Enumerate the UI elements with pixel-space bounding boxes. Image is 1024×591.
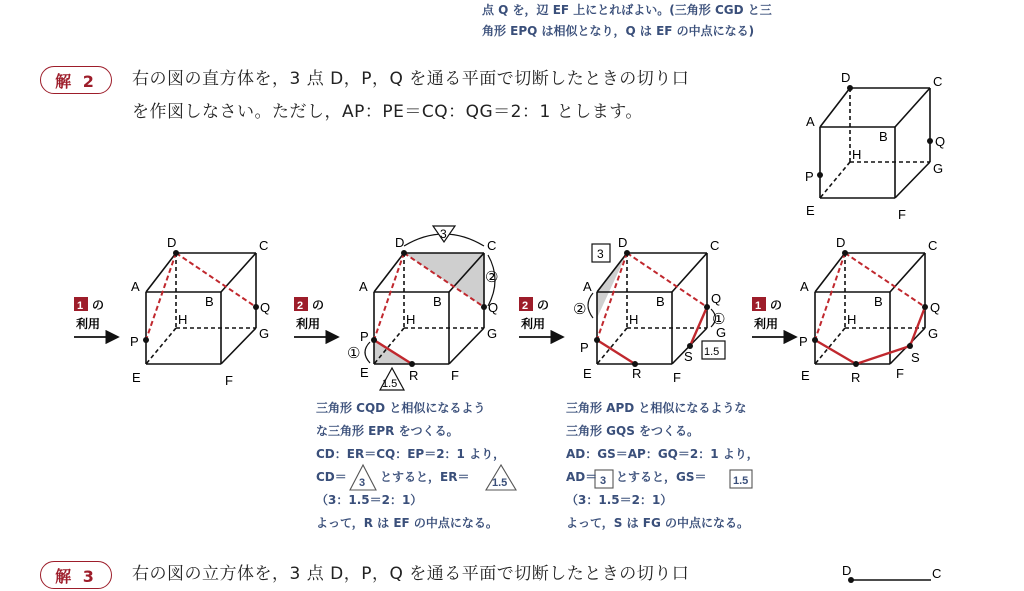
fig3-label-q: Q — [711, 291, 722, 306]
fig2-label-f: F — [451, 368, 459, 383]
fig3-label-c: C — [710, 238, 720, 253]
fig2-label-g: G — [487, 326, 498, 341]
fig1-label-h: H — [178, 312, 188, 327]
figure-4 — [799, 235, 940, 385]
p3-label-d: D — [842, 563, 852, 578]
label-b: B — [879, 129, 888, 144]
step-no-3: の — [537, 298, 550, 312]
fig3-mark-15: 1.5 — [704, 346, 720, 358]
fig2-label-e: E — [360, 365, 369, 380]
step-no-1: の — [92, 298, 105, 312]
step-arrow-1 — [74, 297, 118, 337]
top-note-line1: 点 Q を，辺 EF 上にとればよい。(三角形 CGD と三 — [482, 3, 772, 17]
fig1-label-d: D — [167, 235, 177, 250]
label-e: E — [806, 203, 815, 218]
fig2-mark-1: ① — [347, 345, 361, 362]
problem2-badge: 解 2 — [40, 66, 112, 94]
step-use-2: 利用 — [296, 317, 321, 331]
annotation-right — [566, 397, 759, 535]
fig2-mark-2: ② — [485, 269, 499, 286]
annot-right-line2: 三角形 GQS をつくる。 — [566, 424, 700, 438]
fig1-label-p: P — [130, 334, 139, 349]
annot-left-line5: （3：1.5＝2：1） — [316, 493, 423, 507]
fig4-label-g: G — [928, 326, 939, 341]
annot-right-line6: よって，S は FG の中点になる。 — [566, 516, 749, 530]
step-num-3: 2 — [522, 300, 529, 312]
step-arrow-2 — [294, 297, 338, 337]
annot-right-val1: 3 — [600, 475, 607, 487]
annot-left-line3: CD：ER＝CQ：EP＝2：1 より， — [316, 447, 506, 461]
annot-right-line1: 三角形 APD と相似になるような — [566, 401, 747, 415]
problem3-line1: 右の図の立方体を，3 点 D，P，Q を通る平面で切断したときの切り口 — [132, 564, 690, 584]
fig3-label-f: F — [673, 370, 681, 385]
fig2-label-p: P — [360, 329, 369, 344]
fig3-mark-2: ② — [573, 301, 587, 318]
fig4-label-s: S — [911, 350, 920, 365]
step-use-4: 利用 — [754, 317, 779, 331]
fig3-mark-3: 3 — [597, 247, 604, 261]
fig2-label-h: H — [406, 312, 416, 327]
point-d — [847, 85, 853, 91]
step-num-1: 1 — [77, 300, 84, 312]
figure-3 — [573, 235, 726, 385]
label-q: Q — [935, 134, 946, 149]
annot-left-line6: よって，R は EF の中点になる。 — [316, 516, 498, 530]
step-use-3: 利用 — [521, 317, 546, 331]
problem-cuboid — [820, 88, 930, 198]
figure-1 — [130, 235, 270, 388]
annot-left-val2: 1.5 — [492, 477, 508, 489]
fig3-label-e: E — [583, 366, 592, 381]
annot-left-line4 — [316, 466, 508, 489]
fig3-label-a: A — [583, 279, 592, 294]
figure-2 — [347, 226, 498, 390]
annot-right-line4 — [566, 466, 759, 489]
fig2-label-r: R — [409, 368, 419, 383]
annot-right-line3: AD：GS＝AP：GQ＝2：1 より， — [566, 447, 759, 461]
problem3-text — [132, 558, 689, 591]
annot-right-line5: （3：1.5＝2：1） — [566, 493, 673, 507]
fig2-label-c: C — [487, 238, 497, 253]
fig3-mark-1: ① — [712, 311, 726, 328]
top-note-line2: 角形 EPQ は相似となり，Q は EF の中点になる) — [482, 24, 755, 38]
label-f: F — [898, 207, 906, 222]
step-no-2: の — [312, 298, 325, 312]
fig4-label-f: F — [896, 366, 904, 381]
fig1-label-f: F — [225, 373, 233, 388]
step-num-2: 2 — [297, 300, 304, 312]
fig4-label-h: H — [847, 312, 857, 327]
fig1-label-g: G — [259, 326, 270, 341]
fig4-label-d: D — [836, 235, 846, 250]
step-use-1: 利用 — [76, 317, 101, 331]
fig3-label-r: R — [632, 366, 642, 381]
annot-right-line4-mid: とすると，GS＝ — [616, 470, 707, 484]
step-arrow-3 — [519, 297, 563, 337]
fig2-label-a: A — [359, 279, 368, 294]
fig3-label-h: H — [629, 312, 639, 327]
fig1-label-b: B — [205, 294, 214, 309]
label-a: A — [806, 114, 815, 129]
problem3-badge: 解 3 — [40, 561, 112, 589]
point-q — [927, 138, 933, 144]
point-p — [817, 172, 823, 178]
fig2-mark-3: 3 — [440, 227, 447, 241]
problem2-line1: 右の図の直方体を，3 点 D，P，Q を通る平面で切断したときの切り口 — [132, 69, 690, 89]
fig2-label-d: D — [395, 235, 405, 250]
annot-left-line4-mid: とすると，ER＝ — [380, 470, 470, 484]
fig4-label-q: Q — [930, 300, 941, 315]
fig1-label-e: E — [132, 370, 141, 385]
fig1-label-q: Q — [260, 300, 271, 315]
fig3-label-p: P — [580, 340, 589, 355]
fig2-mark-15: 1.5 — [382, 378, 398, 390]
problem3-cube-partial — [842, 563, 941, 583]
fig4-label-a: A — [800, 279, 809, 294]
annotation-left — [316, 397, 508, 535]
annot-left-line4-pre: CD＝ — [316, 470, 347, 484]
label-g: G — [933, 161, 944, 176]
label-c: C — [933, 74, 943, 89]
fig4-label-e: E — [801, 368, 810, 383]
fig1-label-c: C — [259, 238, 269, 253]
annot-left-val1: 3 — [359, 477, 366, 489]
fig3-label-g: G — [716, 325, 727, 340]
p3-label-c: C — [932, 566, 942, 581]
step-num-4: 1 — [755, 300, 762, 312]
fig3-label-s: S — [684, 349, 693, 364]
fig4-label-c: C — [928, 238, 938, 253]
label-d: D — [841, 70, 851, 85]
step-no-4: の — [770, 298, 783, 312]
fig4-label-b: B — [874, 294, 883, 309]
annot-left-line1: 三角形 CQD と相似になるよう — [316, 401, 486, 415]
problem2-line2: を作図しなさい。ただし，AP：PE＝CQ：QG＝2：1 とします。 — [132, 102, 643, 122]
fig2-label-q: Q — [488, 300, 499, 315]
fig3-label-d: D — [618, 235, 628, 250]
fig1-label-a: A — [131, 279, 140, 294]
annot-right-line4-pre: AD＝ — [566, 470, 598, 484]
step-arrow-4 — [752, 297, 796, 337]
fig4-label-p: P — [799, 334, 808, 349]
annot-left-line2: な三角形 EPR をつくる。 — [316, 424, 459, 438]
fig4-label-r: R — [851, 370, 861, 385]
label-h: H — [852, 147, 862, 162]
fig3-label-b: B — [656, 294, 665, 309]
fig2-label-b: B — [433, 294, 442, 309]
label-p: P — [805, 169, 814, 184]
annot-right-val2: 1.5 — [733, 475, 749, 487]
